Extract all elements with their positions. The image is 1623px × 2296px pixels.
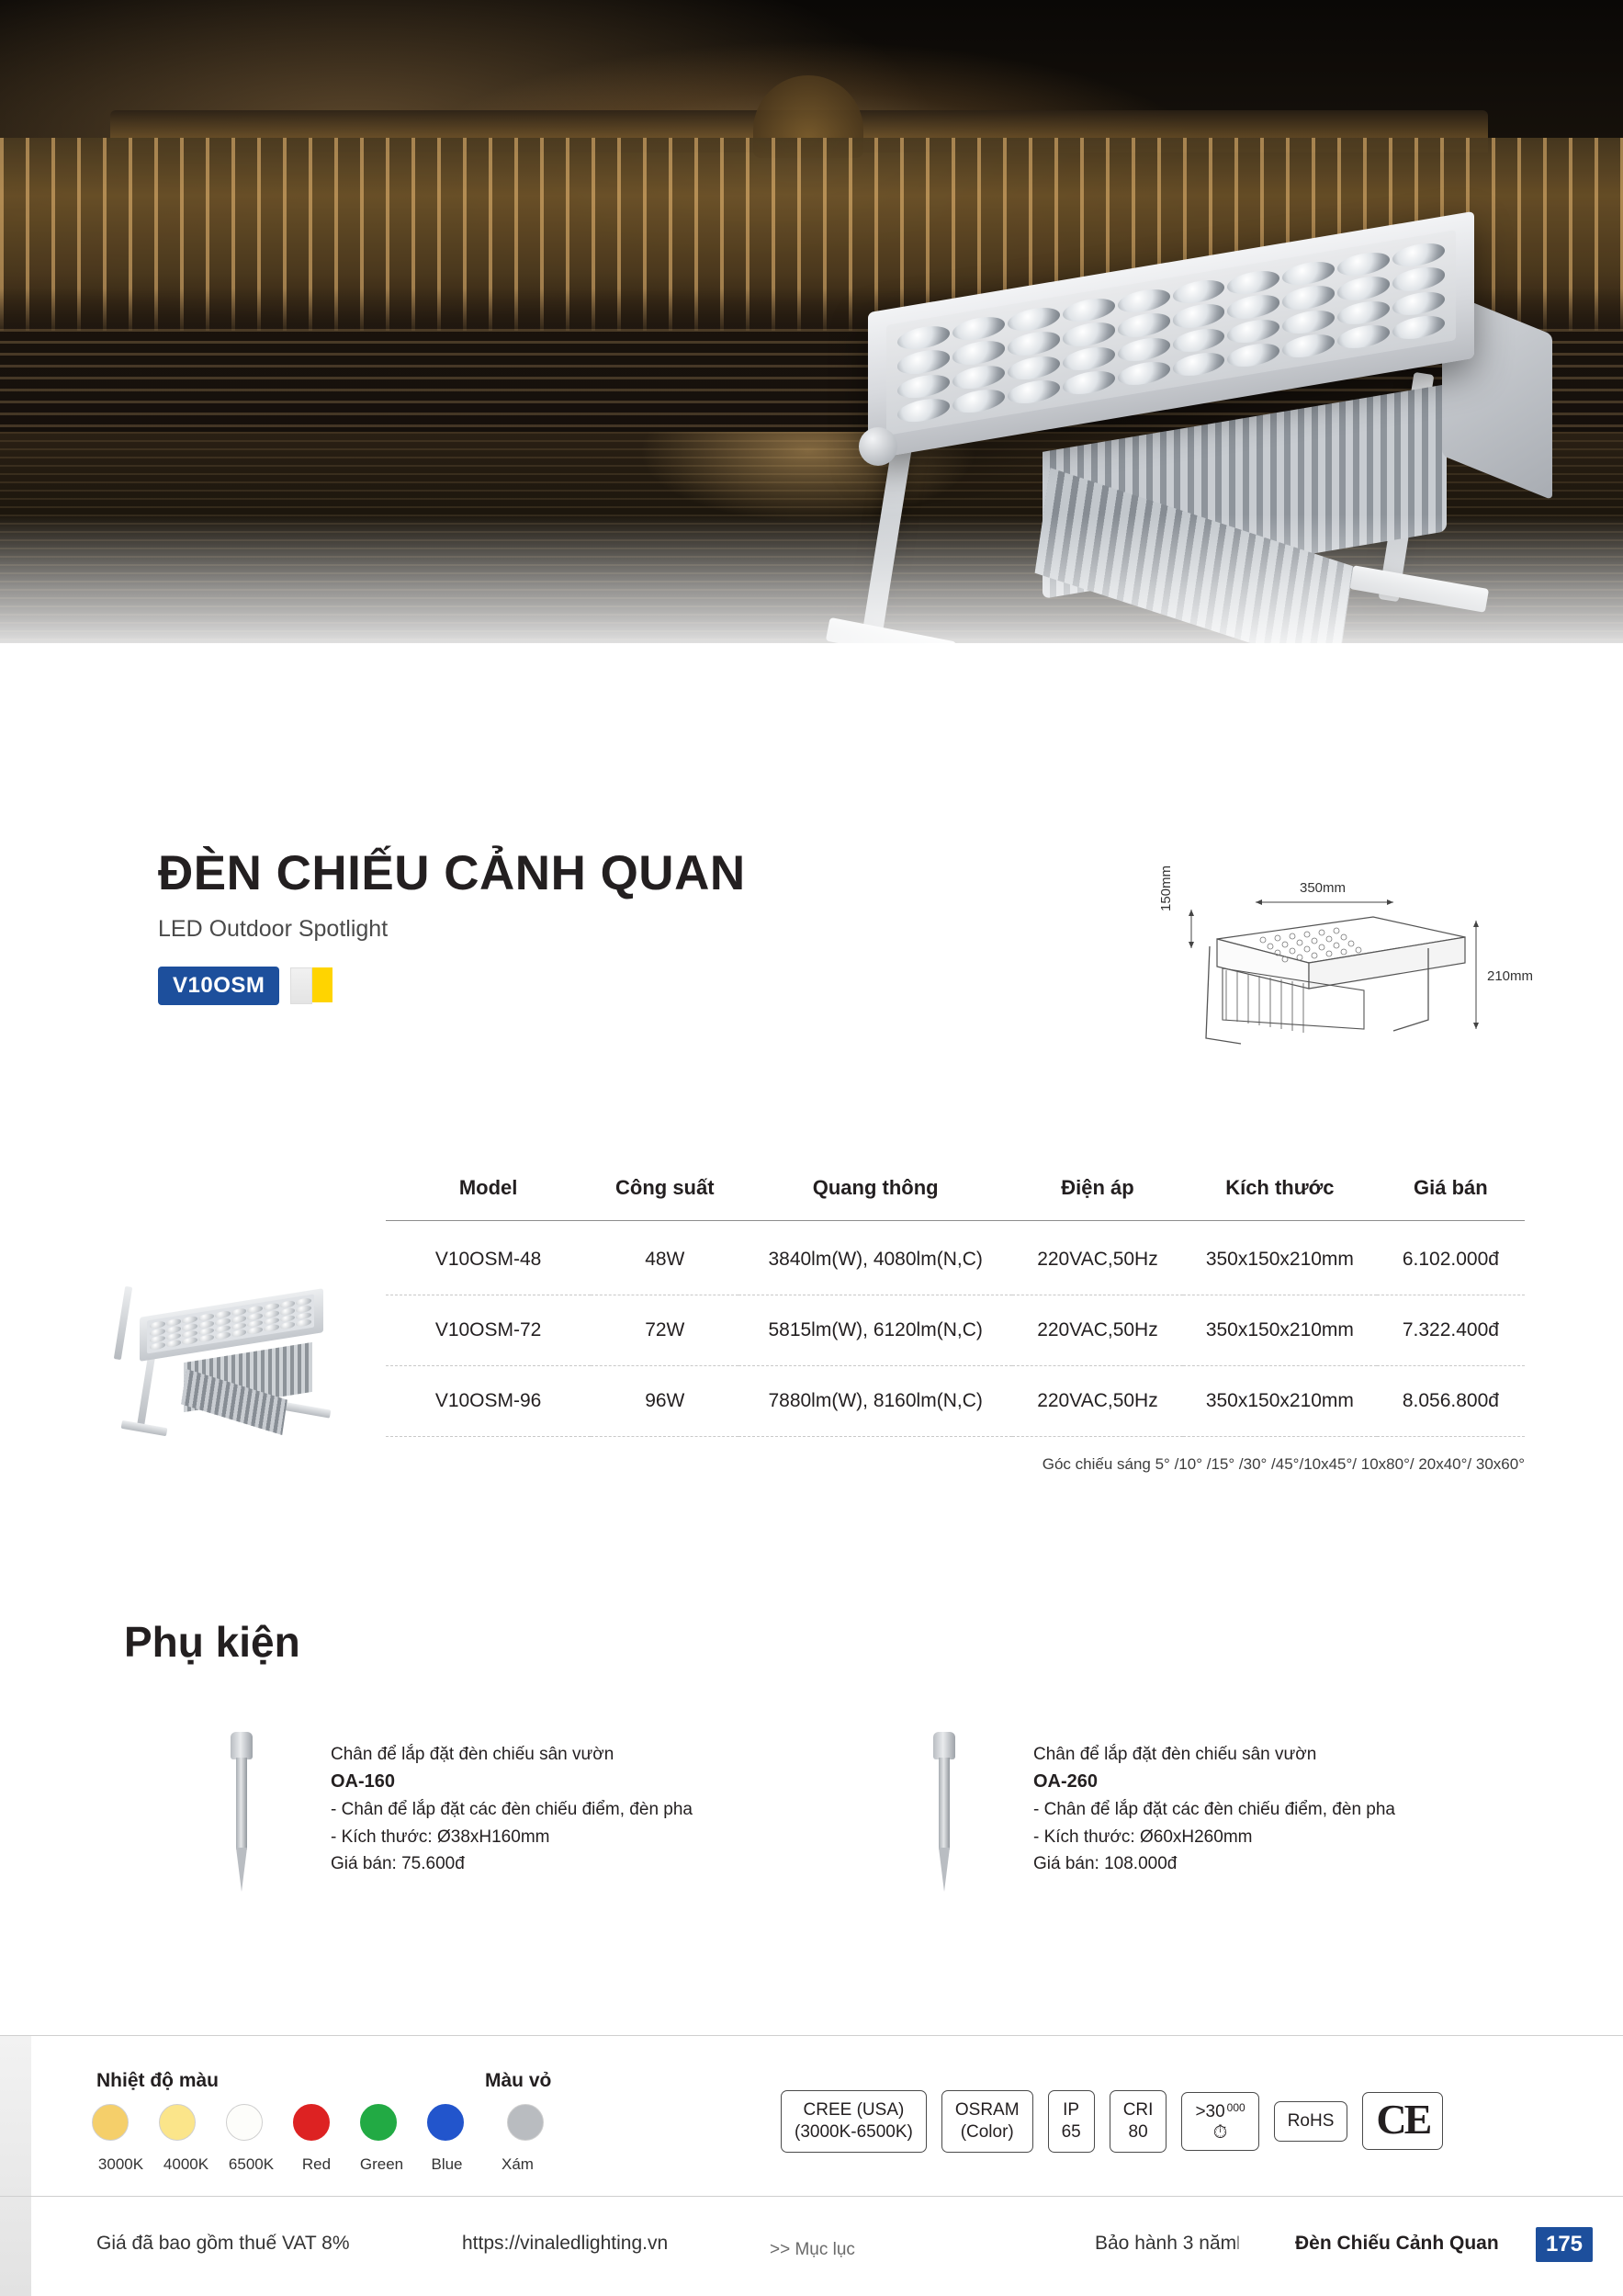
swatch-blue — [427, 2104, 464, 2141]
led-dot — [1173, 277, 1225, 307]
website-url[interactable]: https://vinaledlighting.vn — [462, 2233, 669, 2254]
col-header-luminous-flux: Quang thông — [812, 1176, 939, 1199]
led-dot — [1337, 249, 1390, 279]
product-subtitle: LED Outdoor Spotlight — [158, 916, 389, 942]
color-swatch-pair — [290, 967, 332, 1004]
cert-cree-line2: (3000K-6500K) — [795, 2121, 913, 2142]
cert-cree — [781, 2090, 927, 2153]
led-dot — [1227, 267, 1279, 298]
led-dot — [1173, 300, 1225, 331]
beam-angle-note: Góc chiếu sáng 5° /10° /15° /30° /45°/10x45°/ 10x80°/ 20x40°/ 30x60° — [1042, 1455, 1525, 1473]
table-row — [386, 1366, 1525, 1437]
swatch-case-gray — [507, 2104, 544, 2141]
table-row — [386, 1221, 1525, 1295]
led-dot — [897, 322, 950, 353]
led-dot — [1227, 291, 1279, 322]
cell-model: V10OSM-72 — [386, 1295, 591, 1366]
led-dot — [1337, 298, 1390, 328]
cert-rohs — [1274, 2101, 1348, 2142]
cert-rohs-label: RoHS — [1287, 2110, 1335, 2131]
accessory-price: Giá bán: 108.000đ — [1033, 1854, 1178, 1874]
hero-banner — [0, 0, 1623, 698]
adjustment-knob — [859, 427, 897, 466]
led-dot — [1337, 322, 1390, 352]
dim-width-label: 350mm — [1300, 880, 1347, 896]
led-dot — [897, 347, 950, 378]
swatch-red — [293, 2104, 330, 2141]
product-code-badge: V10OSM — [158, 967, 279, 1005]
accessory-item-2 — [1033, 1741, 1548, 1878]
led-dot — [1282, 307, 1335, 337]
footer-divider-top — [0, 2035, 1623, 2036]
cert-cri-line1: CRI — [1122, 2100, 1154, 2120]
col-header-voltage: Điện áp — [1061, 1176, 1134, 1199]
footer-separator: I — [1235, 2233, 1241, 2254]
page-title: ĐÈN CHIẾU CẢNH QUAN — [158, 846, 746, 900]
hero-bottom-white — [0, 643, 1623, 698]
col-header-price: Giá bán — [1414, 1176, 1488, 1199]
led-dot — [1008, 304, 1060, 334]
accessory-code: OA-160 — [331, 1771, 396, 1793]
hourglass-icon: ⏱ — [1212, 2121, 1228, 2143]
spec-table — [386, 1176, 1525, 1437]
swatch-yellow — [312, 967, 332, 1002]
footer-divider-bottom — [0, 2196, 1623, 2197]
product-heading-block — [158, 845, 985, 1005]
cell-power: 48W — [591, 1221, 738, 1295]
accessory-spike-icon — [926, 1732, 963, 1893]
cell-price: 8.056.800đ — [1377, 1366, 1525, 1437]
led-dot — [1227, 316, 1279, 346]
led-dot — [952, 338, 1005, 368]
led-dot — [1063, 344, 1115, 374]
cell-flux: 5815lm(W), 6120lm(N,C) — [738, 1295, 1012, 1366]
accessory-desc: Chân để lắp đặt đèn chiếu sân vườn — [1033, 1745, 1317, 1764]
cert-cri-line2: 80 — [1128, 2121, 1148, 2142]
led-dot — [897, 395, 950, 425]
led-dot — [1008, 329, 1060, 359]
led-dot — [1063, 368, 1115, 398]
cell-voltage: 220VAC,50Hz — [1012, 1366, 1183, 1437]
swatch-white — [290, 967, 312, 1004]
swatch-label-blue: Blue — [431, 2155, 463, 2173]
cert-osram-line1: OSRAM — [954, 2100, 1020, 2120]
footer-left-bar — [0, 2036, 31, 2296]
cell-power: 96W — [591, 1366, 738, 1437]
led-dot — [952, 362, 1005, 392]
led-dot — [1392, 240, 1445, 270]
cert-cree-line1: CREE (USA) — [803, 2100, 905, 2120]
product-thumbnail — [119, 1286, 367, 1461]
accessory-code: OA-260 — [1033, 1771, 1099, 1793]
cell-size: 350x150x210mm — [1183, 1295, 1377, 1366]
certification-row — [781, 2090, 1443, 2153]
led-dot — [1118, 358, 1170, 389]
warranty-note: Bảo hành 3 năm — [1095, 2233, 1237, 2254]
color-temperature-swatch-labels — [88, 2155, 479, 2174]
led-dot — [952, 313, 1005, 344]
cert-osram — [941, 2090, 1033, 2153]
cell-price: 6.102.000đ — [1377, 1221, 1525, 1295]
led-dot — [952, 386, 1005, 416]
accessory-price: Giá bán: 75.600đ — [331, 1854, 465, 1874]
page-number: 175 — [1536, 2227, 1593, 2262]
cert-ip-line2: 65 — [1061, 2121, 1081, 2142]
thumb-foot-right — [281, 1401, 332, 1418]
led-dot — [1063, 295, 1115, 325]
accessory-line-2: - Kích thước: Ø60xH260mm — [1033, 1827, 1253, 1847]
cell-power: 72W — [591, 1295, 738, 1366]
cell-model: V10OSM-48 — [386, 1221, 591, 1295]
cell-size: 350x150x210mm — [1183, 1366, 1377, 1437]
cell-voltage: 220VAC,50Hz — [1012, 1221, 1183, 1295]
spec-table-container — [386, 1176, 1525, 1474]
cert-ip-line1: IP — [1063, 2100, 1080, 2120]
led-dot — [1173, 349, 1225, 379]
cert-ce-mark: CE — [1362, 2092, 1443, 2150]
swatch-label-4000k: 4000K — [163, 2155, 209, 2173]
swatch-label-red: Red — [301, 2155, 332, 2173]
swatch-6500k — [226, 2104, 263, 2141]
led-dot — [1282, 282, 1335, 312]
swatch-3000k — [92, 2104, 129, 2141]
color-temperature-label: Nhiệt độ màu — [96, 2070, 220, 2091]
dimension-drawing — [1153, 865, 1538, 1112]
led-dot — [1118, 311, 1170, 341]
accessories-heading: Phụ kiện — [124, 1618, 300, 1666]
accessory-line-1: - Chân để lắp đặt các đèn chiếu điểm, đèn pha — [331, 1800, 693, 1820]
cell-price: 7.322.400đ — [1377, 1295, 1525, 1366]
accessory-line-1: - Chân để lắp đặt các đèn chiếu điểm, đèn pha — [1033, 1800, 1395, 1820]
swatch-label-6500k: 6500K — [228, 2155, 275, 2173]
led-dot — [1392, 312, 1445, 343]
table-of-contents-link[interactable]: >> Mục lục — [770, 2240, 855, 2259]
cert-ip-rating — [1048, 2090, 1095, 2153]
swatch-green — [360, 2104, 397, 2141]
table-row — [386, 1295, 1525, 1366]
led-dot — [1227, 340, 1279, 370]
led-dot — [1392, 288, 1445, 319]
cert-osram-line2: (Color) — [960, 2121, 1014, 2142]
accessory-item-1 — [331, 1741, 845, 1878]
col-header-power: Công suất — [615, 1176, 715, 1199]
swatch-label-gray: Xám — [502, 2155, 534, 2173]
thumb-bracket-right — [114, 1286, 132, 1360]
led-dot — [1063, 320, 1115, 350]
led-dot — [1392, 264, 1445, 294]
col-header-size: Kích thước — [1225, 1176, 1335, 1199]
accessory-line-2: - Kích thước: Ø38xH160mm — [331, 1827, 550, 1847]
case-color-label: Màu vỏ — [485, 2070, 552, 2091]
led-dot — [1118, 334, 1170, 365]
swatch-label-green: Green — [359, 2155, 404, 2173]
dim-height-label: 210mm — [1487, 968, 1534, 984]
accessory-desc: Chân để lắp đặt đèn chiếu sân vườn — [331, 1745, 614, 1764]
dim-depth-label: 150mm — [1158, 865, 1174, 911]
product-code-row — [158, 967, 985, 1005]
lifespan-unit: 000 — [1226, 2100, 1245, 2114]
led-dot — [1008, 353, 1060, 383]
color-temperature-swatches — [92, 2104, 464, 2141]
table-header-row — [386, 1176, 1525, 1221]
swatch-4000k — [159, 2104, 196, 2141]
cell-flux: 7880lm(W), 8160lm(N,C) — [738, 1366, 1012, 1437]
cert-lifespan — [1181, 2092, 1258, 2151]
cell-voltage: 220VAC,50Hz — [1012, 1295, 1183, 1366]
led-dot — [1008, 377, 1060, 407]
col-header-model: Model — [458, 1176, 518, 1199]
lifespan-value: >30 — [1195, 2101, 1225, 2121]
cert-cri — [1110, 2090, 1167, 2153]
led-dot — [1173, 325, 1225, 356]
footer-category: Đèn Chiếu Cảnh Quan — [1295, 2233, 1499, 2254]
led-dot — [897, 371, 950, 402]
led-dot — [1337, 273, 1390, 303]
cell-size: 350x150x210mm — [1183, 1221, 1377, 1295]
cell-model: V10OSM-96 — [386, 1366, 591, 1437]
swatch-label-3000k: 3000K — [97, 2155, 144, 2173]
cell-flux: 3840lm(W), 4080lm(N,C) — [738, 1221, 1012, 1295]
led-dot — [1282, 331, 1335, 361]
accessory-spike-icon — [223, 1732, 260, 1893]
led-dot — [1118, 286, 1170, 316]
vat-note: Giá đã bao gồm thuế VAT 8% — [96, 2233, 350, 2254]
led-dot — [1282, 258, 1335, 288]
lifespan-value-row — [1195, 2101, 1245, 2123]
